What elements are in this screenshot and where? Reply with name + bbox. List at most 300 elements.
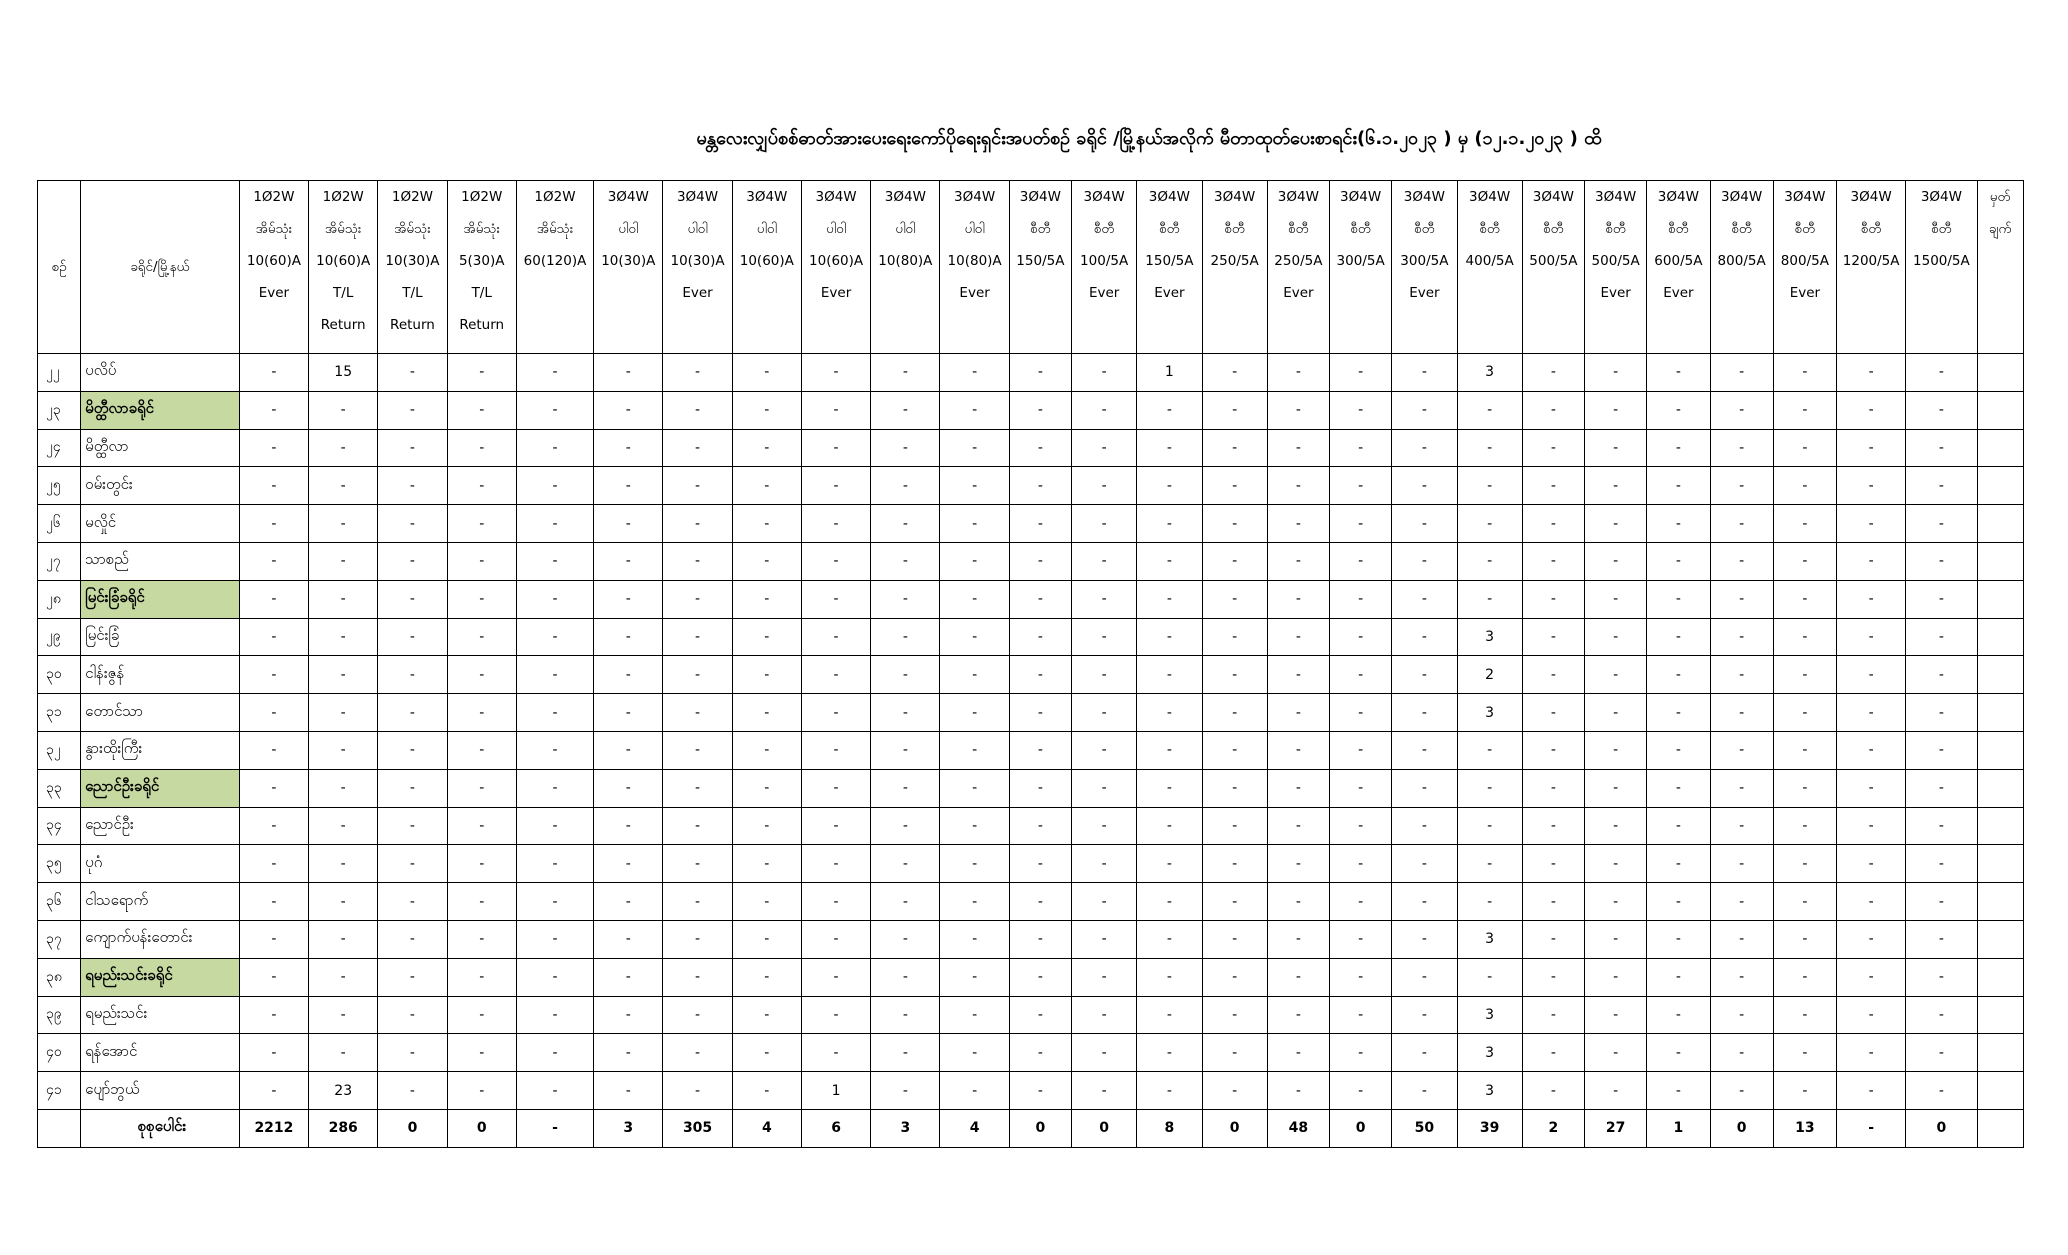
township-row [38,467,2024,505]
meter-count-cell: - [1267,1034,1329,1072]
meter-count-cell: - [1009,883,1071,921]
header-meter-type [732,181,801,354]
meter-count-cell: - [1585,542,1647,580]
meter-count-cell: - [1585,467,1647,505]
header-line: 3Ø4W [746,189,788,205]
meter-count-cell: - [1585,1072,1647,1110]
meter-count-cell: - [1837,807,1906,845]
meter-count-cell: - [871,656,940,694]
meter-count-cell: - [239,996,308,1034]
meter-count-cell: - [801,920,870,958]
total-count-cell: 0 [1330,1109,1392,1147]
meter-count-cell: - [1137,618,1202,656]
header-line: 3Ø4W [1083,189,1125,205]
meter-count-cell: - [1837,694,1906,732]
meter-count-cell: - [1710,429,1773,467]
meter-count-cell: - [1585,580,1647,618]
meter-count-cell: - [1330,1034,1392,1072]
header-line: စီတီ [1731,221,1752,237]
meter-count-cell: - [1457,429,1522,467]
meter-count-cell: - [732,467,801,505]
meter-count-cell: - [801,618,870,656]
meter-count-cell: - [516,354,593,392]
header-line: အိမ်သုံး [255,221,293,237]
meter-count-cell: - [940,694,1009,732]
meter-count-cell: - [1137,731,1202,769]
row-number: ၃၃ [38,769,81,807]
header-meter-type [1072,181,1137,354]
meter-count-cell: - [732,1072,801,1110]
header-line: T/L [471,285,492,301]
meter-count-cell: - [1072,467,1137,505]
meter-count-cell: - [732,883,801,921]
header-line: 3Ø4W [815,189,857,205]
total-count-cell: - [1837,1109,1906,1147]
meter-count-cell: - [239,731,308,769]
meter-count-cell: - [1522,656,1584,694]
meter-count-cell: - [1137,1034,1202,1072]
meter-count-cell: - [1906,920,1977,958]
meter-count-cell: - [1457,580,1522,618]
meter-count-cell: - [871,505,940,543]
total-count-cell: 2 [1522,1109,1584,1147]
meter-count-cell: - [732,1034,801,1072]
header-line: စီတီ [1668,221,1689,237]
header-meter-type [378,181,447,354]
header-line: Ever [1283,285,1314,301]
header-line: အိမ်သုံး [536,221,574,237]
meter-count-cell: - [1267,542,1329,580]
total-count-cell: - [516,1109,593,1147]
meter-count-cell: - [1072,731,1137,769]
meter-count-cell: - [1137,391,1202,429]
header-line: စီတီ [1479,221,1500,237]
township-row [38,1072,2024,1110]
header-no: စဉ် [38,181,81,354]
meter-count-cell: - [663,1034,732,1072]
meter-count-cell: - [940,807,1009,845]
row-number: ၃၄ [38,807,81,845]
township-row [38,618,2024,656]
total-count-cell: 8 [1137,1109,1202,1147]
meter-count-cell: - [1906,429,1977,467]
meter-count-cell: - [1330,656,1392,694]
meter-count-cell: - [1906,845,1977,883]
header-line: Ever [959,285,990,301]
meter-count-cell: - [1137,883,1202,921]
meter-count-cell: - [871,845,940,883]
meter-count-cell: - [871,694,940,732]
meter-count-cell: - [871,807,940,845]
header-meter-type [940,181,1009,354]
meter-count-cell: - [1647,731,1710,769]
total-count-cell: 48 [1267,1109,1329,1147]
header-line: ပါဝါ [618,221,639,237]
meter-count-cell: - [516,807,593,845]
meter-count-cell: - [1647,996,1710,1034]
meter-count-cell: - [1773,769,1836,807]
header-line: 10(60)A [739,253,794,269]
meter-count-cell: - [732,354,801,392]
meter-count-cell: - [732,694,801,732]
meter-count-cell: - [1906,769,1977,807]
meter-count-cell: - [940,618,1009,656]
meter-count-cell: - [309,391,378,429]
district-row [38,391,2024,429]
meter-count-cell: - [594,467,663,505]
meter-count-cell: - [1137,1072,1202,1110]
remark-cell [1977,958,2023,996]
meter-count-cell: - [1837,618,1906,656]
row-name: ညောင်ဦးခရိုင် [81,769,240,807]
header-line: 3Ø4W [1784,189,1826,205]
meter-count-cell: - [871,467,940,505]
meter-count-cell: - [1906,542,1977,580]
meter-count-cell: - [663,958,732,996]
meter-count-cell: - [1647,1034,1710,1072]
meter-count-cell: - [1773,883,1836,921]
meter-count-cell: - [1392,996,1457,1034]
meter-count-cell: - [1072,1072,1137,1110]
meter-count-cell: - [378,542,447,580]
meter-count-cell: - [1009,958,1071,996]
meter-count-cell: - [378,354,447,392]
meter-count-cell: - [1585,505,1647,543]
meter-count-cell: - [1647,542,1710,580]
meter-count-cell: - [1392,731,1457,769]
meter-count-cell: - [940,845,1009,883]
row-number: ၃၁ [38,694,81,732]
header-line: ပါဝါ [895,221,916,237]
township-row [38,1034,2024,1072]
header-meter-type [1773,181,1836,354]
meter-count-cell: - [309,580,378,618]
meter-count-cell: 2 [1457,656,1522,694]
row-name: ပုဂံ [81,845,240,883]
meter-count-cell: - [594,845,663,883]
total-count-cell: 6 [801,1109,870,1147]
meter-count-cell: - [1710,1072,1773,1110]
meter-count-cell: - [594,618,663,656]
total-count-cell: 305 [663,1109,732,1147]
meter-count-cell: - [1267,845,1329,883]
meter-count-cell: - [1267,580,1329,618]
meter-count-cell: - [378,769,447,807]
meter-count-cell: - [1585,769,1647,807]
header-meter-type [594,181,663,354]
remark-cell [1977,429,2023,467]
header-line: စီတီ [1860,221,1882,237]
total-label: စုစုပေါင်း [81,1109,240,1147]
meter-count-cell: - [516,391,593,429]
meter-count-cell: - [1585,996,1647,1034]
meter-count-cell: - [1906,467,1977,505]
meter-count-cell: - [447,769,516,807]
header-line: 3Ø4W [676,189,719,205]
remark-cell [1977,769,2023,807]
meter-count-cell: - [1647,807,1710,845]
meter-count-cell: - [1009,996,1071,1034]
row-name: နွားထိုးကြီး [81,731,240,769]
meter-count-cell: - [309,429,378,467]
header-meter-type [1137,181,1202,354]
meter-count-cell: - [1585,618,1647,656]
meter-count-cell: - [663,618,732,656]
header-line: 3Ø4W [1920,189,1962,205]
meter-count-cell: - [1522,769,1584,807]
meter-count-cell: - [378,807,447,845]
header-line: 3Ø4W [1019,189,1061,205]
meter-count-cell: - [378,958,447,996]
meter-count-cell: - [1202,618,1267,656]
meter-count-cell: - [309,656,378,694]
meter-count-cell: - [1906,958,1977,996]
meter-count-cell: - [940,920,1009,958]
meter-count-cell: - [239,542,308,580]
header-line: 10(30)A [670,253,725,269]
meter-count-cell: - [1072,391,1137,429]
township-row [38,354,2024,392]
total-count-cell: 3 [594,1109,663,1147]
district-row [38,580,2024,618]
meter-count-cell: - [1009,542,1071,580]
meter-count-cell: - [1202,580,1267,618]
meter-count-cell: - [1330,769,1392,807]
header-line: 3Ø4W [1148,189,1190,205]
meter-count-cell: - [940,429,1009,467]
meter-count-cell: - [1392,580,1457,618]
meter-count-cell: - [1330,996,1392,1034]
header-meter-type [1906,181,1977,354]
remark-cell [1977,580,2023,618]
meter-count-cell: - [1330,845,1392,883]
meter-count-cell: - [1392,1072,1457,1110]
meter-count-cell: - [1906,656,1977,694]
meter-count-cell: - [447,391,516,429]
header-remark-line: မှတ် [1989,189,2011,205]
meter-count-cell: - [1072,845,1137,883]
header-meter-type [1267,181,1329,354]
meter-count-cell: - [1522,807,1584,845]
meter-count-cell: - [871,731,940,769]
meter-count-cell: - [1906,694,1977,732]
meter-count-cell: - [1522,391,1584,429]
row-number: ၃၉ [38,996,81,1034]
meter-count-cell: - [1710,391,1773,429]
header-line: 10(30)A [385,253,440,269]
meter-count-cell: - [871,1034,940,1072]
township-row [38,731,2024,769]
header-meter-type [1837,181,1906,354]
meter-count-cell: - [239,1072,308,1110]
header-line: 10(80)A [878,253,933,269]
meter-count-cell: - [309,505,378,543]
row-number: ၂၉ [38,618,81,656]
header-line: 800/5A [1780,253,1829,269]
meter-count-cell: - [1202,354,1267,392]
meter-count-cell: - [871,542,940,580]
meter-count-cell: - [1392,429,1457,467]
meter-count-cell: - [516,845,593,883]
meter-count-cell: - [1457,505,1522,543]
meter-count-cell: - [1330,883,1392,921]
meter-count-cell: - [801,429,870,467]
meter-count-cell: - [1710,807,1773,845]
meter-count-cell: - [1202,845,1267,883]
header-line: ပါဝါ [687,221,708,237]
meter-count-cell: - [1267,996,1329,1034]
header-meter-type [1202,181,1267,354]
meter-count-cell: - [447,1072,516,1110]
meter-count-cell: - [1906,1034,1977,1072]
meter-count-cell: - [447,1034,516,1072]
meter-count-cell: - [1009,467,1071,505]
meter-count-cell: - [594,656,663,694]
meter-count-cell: - [1330,580,1392,618]
meter-count-cell: - [309,618,378,656]
meter-count-cell: 15 [309,354,378,392]
meter-count-cell: - [1267,354,1329,392]
meter-count-cell: - [1457,883,1522,921]
meter-count-cell: - [447,731,516,769]
meter-count-cell: - [1009,429,1071,467]
meter-count-cell: - [1837,958,1906,996]
meter-count-cell: - [1773,656,1836,694]
meter-count-cell: - [1773,731,1836,769]
meter-count-cell: - [1647,354,1710,392]
meter-count-cell: - [940,467,1009,505]
township-row [38,542,2024,580]
meter-count-cell: - [1457,391,1522,429]
meter-count-cell: - [1837,1072,1906,1110]
meter-count-cell: 3 [1457,354,1522,392]
meter-count-cell: - [1330,467,1392,505]
meter-count-cell: - [1009,731,1071,769]
total-count-cell: 50 [1392,1109,1457,1147]
meter-count-cell: - [594,1072,663,1110]
header-line: Ever [1663,285,1694,301]
meter-count-cell: - [732,807,801,845]
meter-count-cell: - [940,1034,1009,1072]
meter-count-cell: - [516,580,593,618]
row-name: ဝမ်းတွင်း [81,467,240,505]
meter-count-cell: - [239,505,308,543]
meter-count-cell: - [1837,920,1906,958]
meter-count-cell: - [239,845,308,883]
meter-count-cell: - [1072,542,1137,580]
total-count-cell: 3 [871,1109,940,1147]
meter-count-cell: - [1072,807,1137,845]
meter-count-cell: - [1906,807,1977,845]
meter-count-cell: - [1522,845,1584,883]
meter-count-cell: - [309,920,378,958]
meter-count-cell: - [1392,656,1457,694]
header-line: စီတီ [1350,221,1371,237]
meter-count-cell: - [1202,883,1267,921]
meter-count-cell: - [663,391,732,429]
meter-count-cell: - [1072,354,1137,392]
total-count-cell: 4 [940,1109,1009,1147]
meter-count-cell: - [1585,1034,1647,1072]
header-meter-type [1330,181,1392,354]
meter-count-cell: - [1072,505,1137,543]
meter-count-cell: - [1202,429,1267,467]
meter-count-cell: - [1710,354,1773,392]
meter-count-cell: - [1392,958,1457,996]
meter-count-cell: - [447,920,516,958]
meter-count-cell: - [1585,807,1647,845]
meter-count-cell: - [1906,391,1977,429]
meter-count-cell: - [1009,1072,1071,1110]
meter-count-cell: - [663,1072,732,1110]
meter-count-cell: - [378,996,447,1034]
header-meter-type [1457,181,1522,354]
header-line: 3Ø4W [1469,189,1511,205]
meter-count-cell: - [447,429,516,467]
header-line: Ever [258,285,290,301]
meter-count-cell: - [1137,505,1202,543]
row-name: ငါသရောက် [81,883,240,921]
meter-count-cell: - [1072,1034,1137,1072]
meter-count-cell: - [1072,656,1137,694]
meter-count-cell: - [1837,883,1906,921]
meter-count-cell: - [594,769,663,807]
header-line: Return [320,317,366,333]
row-number: ၄၁ [38,1072,81,1110]
meter-count-cell: - [1330,391,1392,429]
header-line: T/L [333,285,354,301]
meter-count-cell: - [871,996,940,1034]
meter-count-cell: - [1773,1034,1836,1072]
meter-count-cell: - [1202,467,1267,505]
meter-count-cell: - [801,731,870,769]
meter-count-cell: - [801,467,870,505]
header-remark [1977,181,2023,354]
meter-count-cell: - [801,996,870,1034]
meter-count-cell: - [1202,505,1267,543]
township-row [38,656,2024,694]
township-row [38,883,2024,921]
meter-count-cell: - [1137,429,1202,467]
header-line: 800/5A [1717,253,1766,269]
meter-count-cell: - [1647,694,1710,732]
remark-cell [1977,391,2023,429]
meter-count-cell: - [1202,996,1267,1034]
remark-cell [1977,845,2023,883]
remark-cell [1977,1034,2023,1072]
meter-count-cell: - [594,807,663,845]
header-line: 3Ø4W [1595,189,1637,205]
meter-count-cell: - [1267,429,1329,467]
meter-count-cell: - [732,618,801,656]
meter-count-cell: - [239,883,308,921]
meter-count-cell: - [663,505,732,543]
row-number: ၂၆ [38,505,81,543]
meter-count-cell: - [1773,807,1836,845]
meter-count-cell: - [663,807,732,845]
meter-count-cell: - [239,429,308,467]
row-number: ၃၆ [38,883,81,921]
header-line: ပါဝါ [964,221,985,237]
header-line: 1Ø2W [253,189,295,205]
meter-count-cell: - [1906,883,1977,921]
meter-count-cell: - [1647,429,1710,467]
meter-count-cell: 1 [1137,354,1202,392]
total-count-cell: 286 [309,1109,378,1147]
meter-count-cell: - [1267,883,1329,921]
meter-count-cell: - [1392,920,1457,958]
meter-count-cell: - [378,845,447,883]
